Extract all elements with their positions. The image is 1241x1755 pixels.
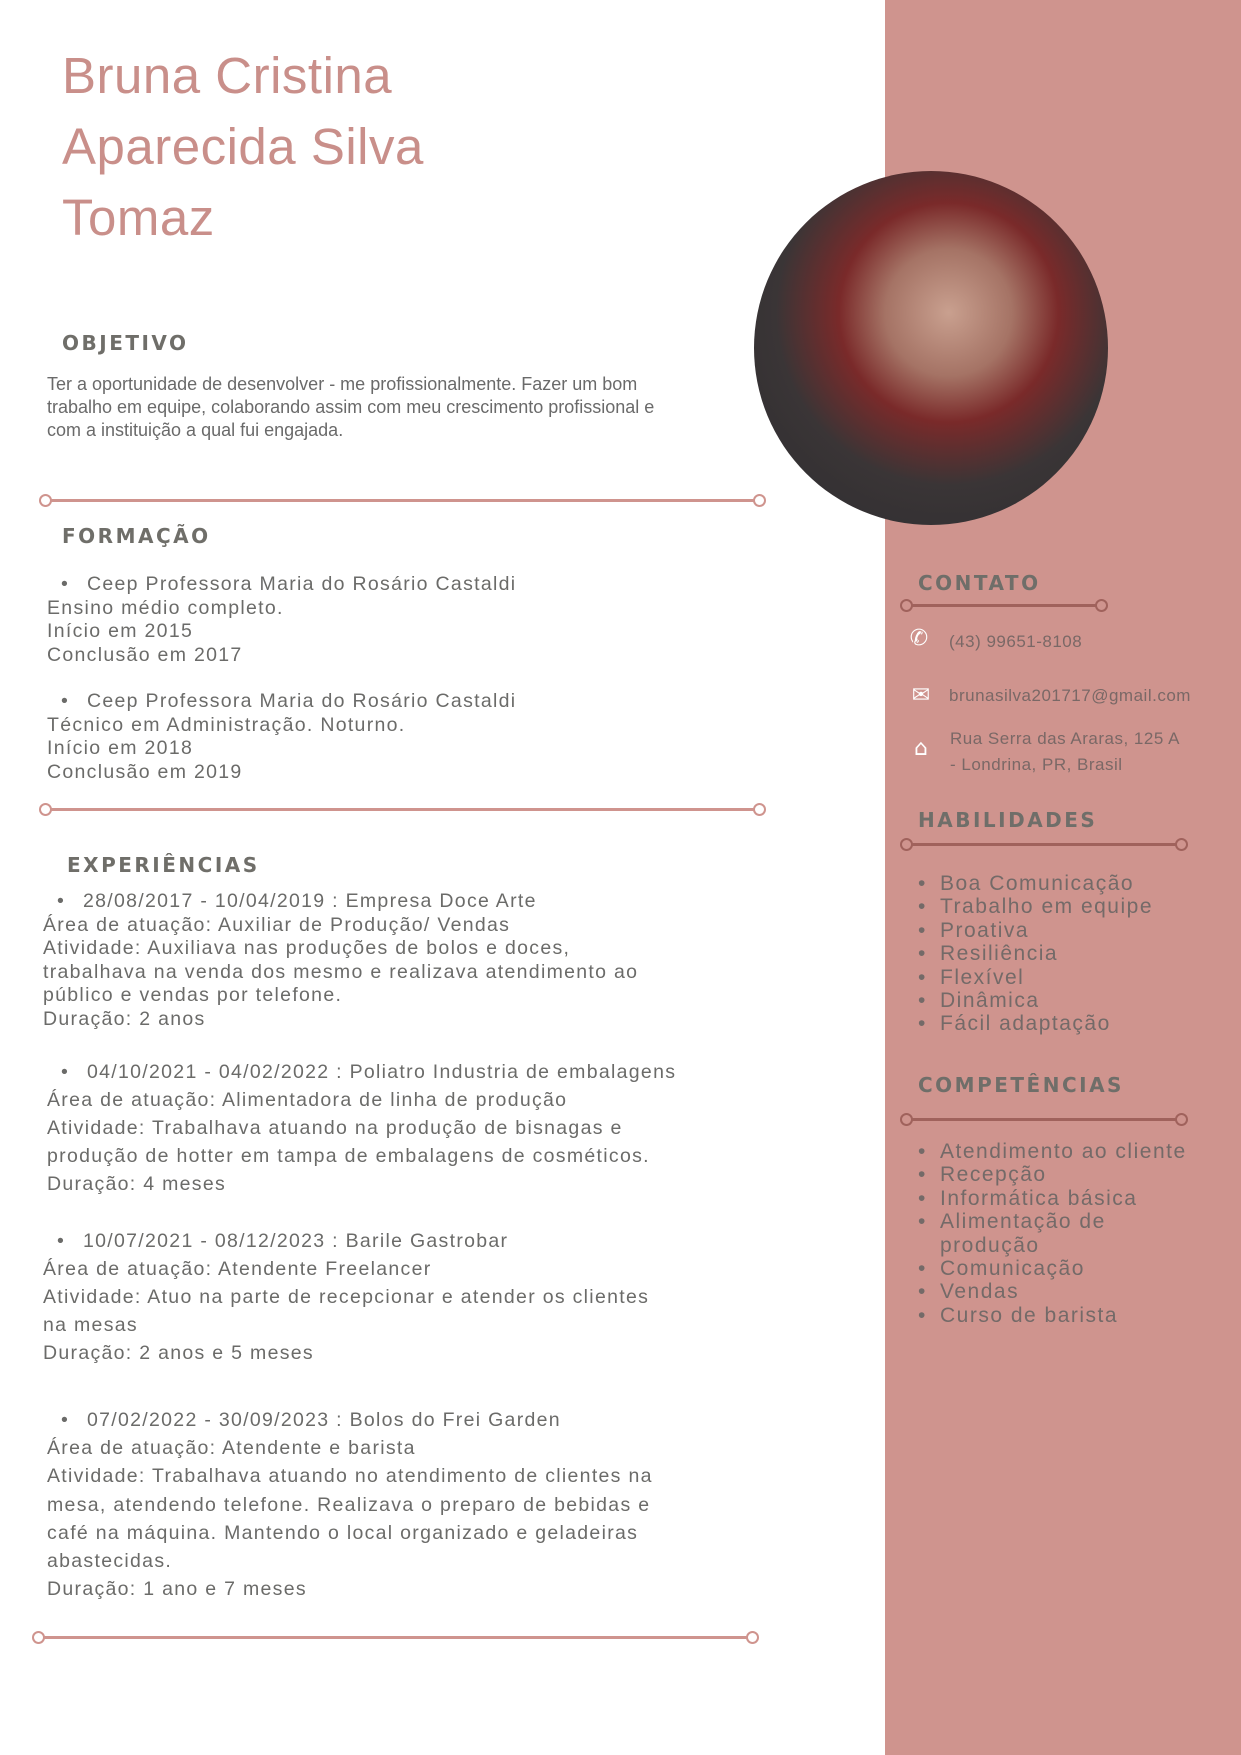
divider	[38, 1636, 753, 1639]
list-item: • Recepção	[918, 1163, 1238, 1186]
competencias-heading: COMPETÊNCIAS	[918, 1073, 1124, 1097]
divider	[906, 1118, 1182, 1121]
divider	[906, 604, 1102, 607]
list-item: • Curso de barista	[918, 1304, 1238, 1327]
habilidades-heading: HABILIDADES	[918, 808, 1098, 832]
list-item: • Flexível	[918, 966, 1153, 989]
list-item: • Atendimento ao cliente	[918, 1140, 1238, 1163]
experience-item: • 10/07/2021 - 08/12/2023 : Barile Gastrobar Área de atuação: Atendente Freelancer Atividade: Atuo na parte de recepcionar e atender os clientes na mesas Duração: 2 anos e 5 meses	[43, 1227, 649, 1367]
home-icon: ⌂	[914, 736, 928, 761]
list-item: • Dinâmica	[918, 989, 1153, 1012]
list-item: • Informática básica	[918, 1187, 1238, 1210]
formacao-item: • Ceep Professora Maria do Rosário Castaldi Ensino médio completo. Início em 2015 Conclusão em 2017	[47, 573, 516, 667]
experience-item: • 28/08/2017 - 10/04/2019 : Empresa Doce Arte Área de atuação: Auxiliar de Produção/ Vendas Atividade: Auxiliava nas produções de bolos e doces, trabalhava na venda dos mesmo e realizava atendimento ao público e vendas por telefone. Duração: 2 anos	[43, 890, 638, 1031]
divider	[45, 499, 760, 502]
candidate-name: Bruna Cristina Aparecida Silva Tomaz	[62, 47, 424, 246]
profile-photo	[754, 171, 1108, 525]
experience-item: • 04/10/2021 - 04/02/2022 : Poliatro Industria de embalagens Área de atuação: Alimentadora de linha de produção Atividade: Trabalhava atuando na produção de bisnagas e produção de hotter em tampa de embalagens de cosméticos. Duração: 4 meses	[47, 1058, 676, 1198]
experiencias-heading: EXPERIÊNCIAS	[67, 853, 260, 877]
competencias-list	[918, 1140, 1238, 1327]
list-item: • Resiliência	[918, 942, 1153, 965]
objetivo-heading: OBJETIVO	[62, 331, 189, 355]
experience-item: • 07/02/2022 - 30/09/2023 : Bolos do Frei Garden Área de atuação: Atendente e barista Atividade: Trabalhava atuando no atendimento de clientes na mesa, atendendo telefone. Realizava o preparo de bebidas e café na máquina. Mantendo o local organizado e geladeiras abastecidas. Duração: 1 ano e 7 meses	[47, 1406, 653, 1603]
list-item: • Boa Comunicação	[918, 872, 1153, 895]
list-item: • Proativa	[918, 919, 1153, 942]
divider	[45, 808, 760, 811]
objetivo-text: Ter a oportunidade de desenvolver - me profissionalmente. Fazer um bom trabalho em equipe, colaborando assim com meu crescimento profissional e com a instituição a qual fui engajada.	[47, 374, 655, 440]
habilidades-list	[918, 872, 1153, 1036]
formacao-item: • Ceep Professora Maria do Rosário Castaldi Técnico em Administração. Noturno. Início em 2018 Conclusão em 2019	[47, 690, 516, 784]
list-item: • Alimentação de produção	[918, 1210, 1138, 1257]
list-item: • Fácil adaptação	[918, 1012, 1153, 1035]
email-address: brunasilva201717@gmail.com	[949, 686, 1191, 705]
phone-icon: ✆	[909, 626, 929, 651]
contato-heading: CONTATO	[918, 571, 1041, 595]
email-icon: ✉	[911, 683, 931, 708]
list-item: • Trabalho em equipe	[918, 895, 1153, 918]
phone-number: (43) 99651-8108	[949, 632, 1083, 651]
list-item: • Comunicação	[918, 1257, 1238, 1280]
list-item: • Vendas	[918, 1280, 1238, 1303]
divider	[906, 843, 1182, 846]
address: Rua Serra das Araras, 125 A - Londrina, PR, Brasil	[950, 729, 1180, 774]
formacao-heading: FORMAÇÃO	[62, 524, 211, 548]
